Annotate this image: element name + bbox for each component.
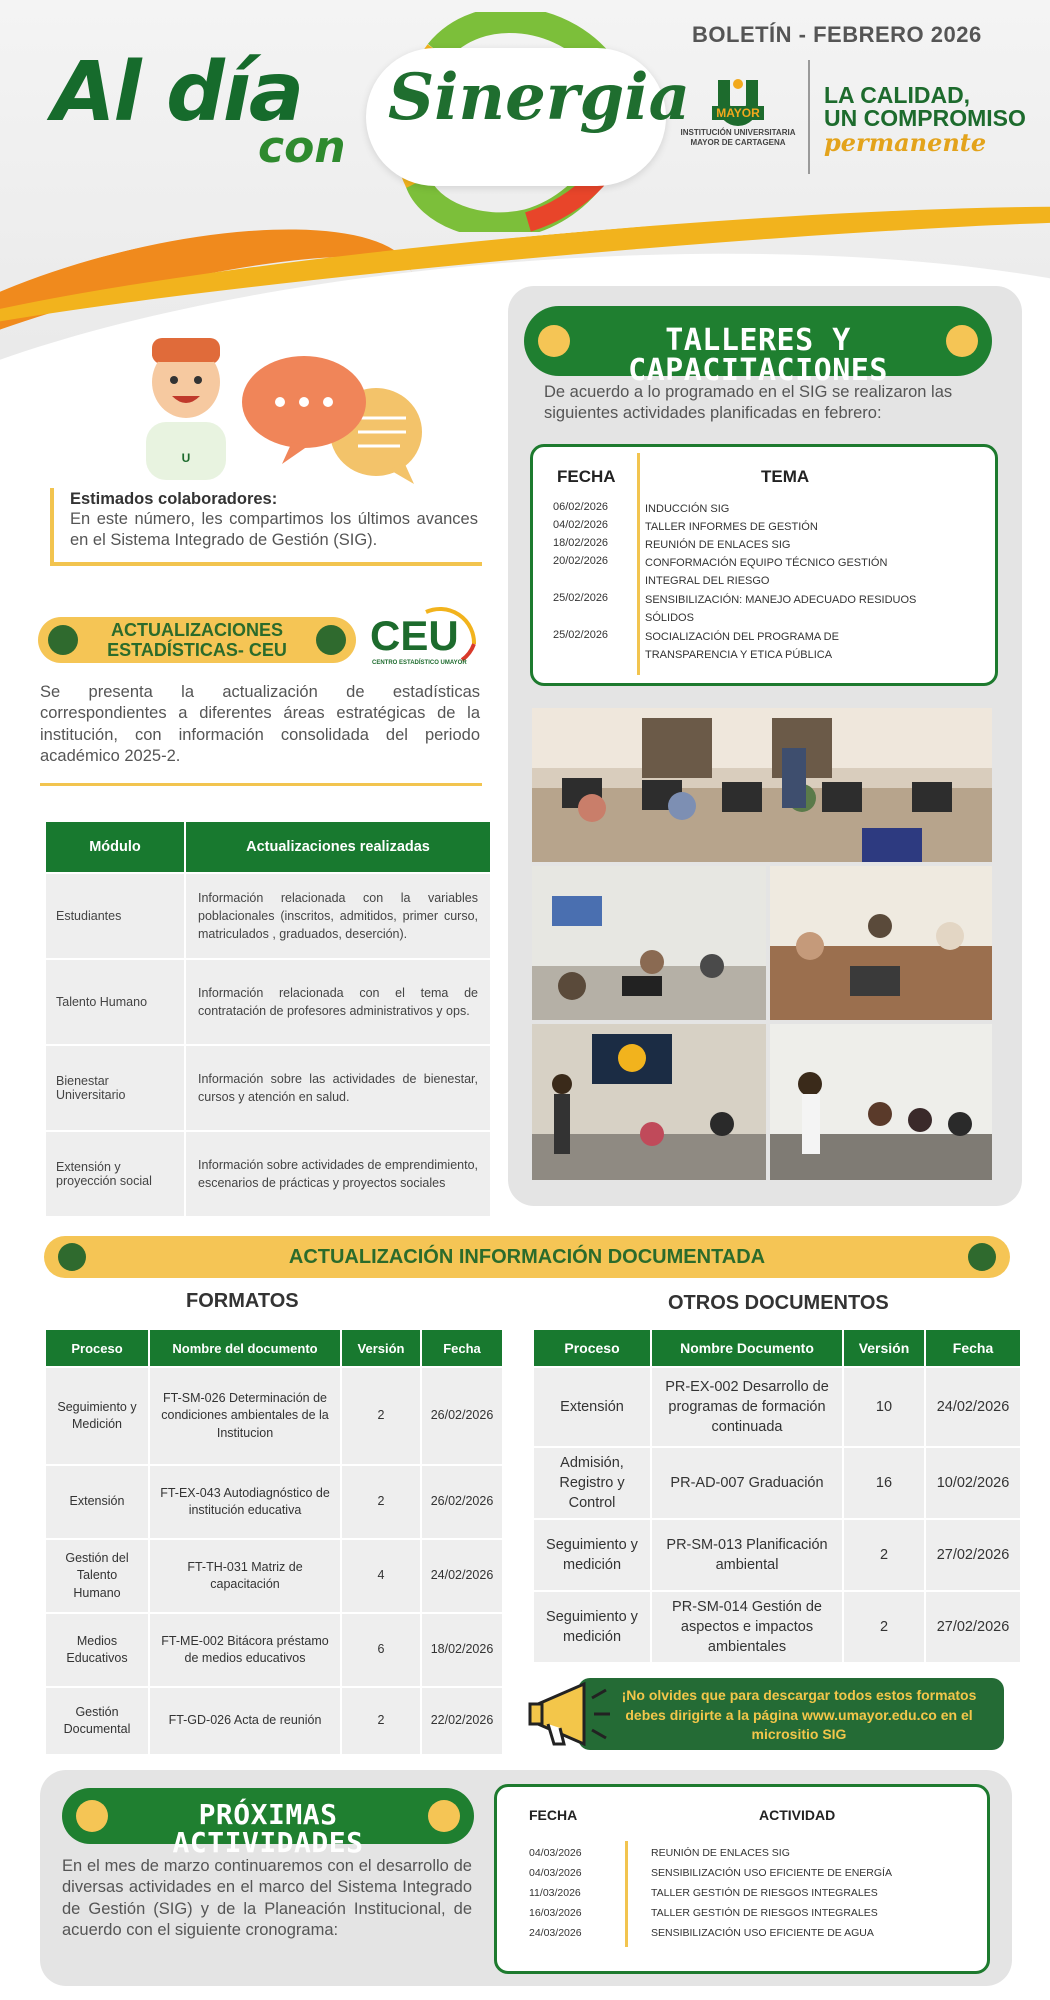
taller-tema: INDUCCIÓN SIG bbox=[645, 503, 730, 515]
pill-dot-right bbox=[946, 325, 978, 357]
table-row bbox=[533, 1447, 1021, 1519]
ceu-description: Se presenta la actualización de estadísticas correspondientes a diferentes áreas estratégicas de la institución, con información consolidada del periodo académico 2025-2. bbox=[40, 683, 480, 766]
table-row bbox=[45, 1465, 503, 1539]
taller-tema: TALLER INFORMES DE GESTIÓN bbox=[645, 521, 818, 533]
proximas-heading: PRÓXIMAS ACTIVIDADES bbox=[172, 1798, 364, 1859]
taller-fecha: 04/02/2026 bbox=[553, 519, 609, 531]
actividad-fecha: 04/03/2026 bbox=[529, 1847, 582, 1859]
photo-meeting bbox=[770, 866, 992, 1020]
otro-fecha: 27/02/2026 bbox=[925, 1591, 1021, 1663]
quality-slogan bbox=[824, 84, 1026, 155]
formato-nombre: FT-ME-002 Bitácora préstamo de medios educativos bbox=[149, 1613, 341, 1687]
institution-brand: MAYOR bbox=[712, 106, 764, 120]
formato-fecha: 18/02/2026 bbox=[421, 1613, 503, 1687]
module-name: Extensión y proyección social bbox=[45, 1131, 185, 1217]
actividad-nombre: TALLER GESTIÓN DE RIESGOS INTEGRALES bbox=[651, 1907, 878, 1919]
talleres-heading: TALLERES Y CAPACITACIONES bbox=[628, 323, 888, 388]
otros-header-fecha: Fecha bbox=[925, 1329, 1021, 1367]
slogan-line-3: permanente bbox=[824, 127, 987, 157]
table-row bbox=[45, 1045, 491, 1131]
otro-version: 10 bbox=[843, 1367, 925, 1447]
documentada-heading: ACTUALIZACIÓN INFORMACIÓN DOCUMENTADA bbox=[288, 1246, 766, 1268]
talleres-col-fecha: FECHA bbox=[557, 467, 616, 486]
formatos-title: FORMATOS bbox=[186, 1290, 299, 1312]
taller-tema: SENSIBILIZACIÓN: MANEJO ADECUADO RESIDUOS SÓLIDOS bbox=[645, 594, 917, 624]
actividad-fecha: 04/03/2026 bbox=[529, 1867, 582, 1879]
workshop-photos bbox=[532, 708, 992, 1180]
talleres-col-tema: TEMA bbox=[761, 467, 810, 486]
module-update: Información relacionada con la variables poblacionales (inscritos, admitidos, primer curso, matriculados , graduados, deserción). bbox=[185, 873, 491, 959]
title-al-dia: Al día bbox=[52, 45, 303, 140]
actividad-nombre: SENSIBILIZACIÓN USO EFICIENTE DE ENERGÍA bbox=[651, 1867, 892, 1879]
actividad-fecha: 11/03/2026 bbox=[529, 1887, 581, 1899]
schedule-divider bbox=[625, 1841, 628, 1947]
otro-proceso: Extensión bbox=[533, 1367, 651, 1447]
otro-version: 2 bbox=[843, 1591, 925, 1663]
formatos-header-fecha: Fecha bbox=[421, 1329, 503, 1367]
otro-fecha: 10/02/2026 bbox=[925, 1447, 1021, 1519]
formato-version: 6 bbox=[341, 1613, 421, 1687]
formato-proceso: Extensión bbox=[45, 1465, 149, 1539]
ceu-heading bbox=[78, 617, 316, 660]
ceu-logo-text: CEU bbox=[370, 612, 459, 659]
formato-nombre: FT-GD-026 Acta de reunión bbox=[149, 1687, 341, 1755]
otro-fecha: 24/02/2026 bbox=[925, 1367, 1021, 1447]
table-row bbox=[533, 1591, 1021, 1663]
otro-version: 16 bbox=[843, 1447, 925, 1519]
ceu-logo bbox=[366, 606, 480, 668]
pill-dot-left bbox=[58, 1243, 86, 1271]
speech-bubbles-icon bbox=[240, 352, 426, 488]
module-name: Bienestar Universitario bbox=[45, 1045, 185, 1131]
issue-label: BOLETÍN - FEBRERO 2026 bbox=[692, 22, 982, 47]
header-divider bbox=[808, 60, 810, 174]
taller-tema: SOCIALIZACIÓN DEL PROGRAMA DE TRANSPARENCIA Y ETICA PÚBLICA bbox=[645, 631, 839, 661]
actividad-fecha: 16/03/2026 bbox=[529, 1907, 582, 1919]
institution-name: INSTITUCIÓN UNIVERSITARIA MAYOR DE CARTAGENA bbox=[680, 128, 796, 147]
formatos-header-proceso: Proceso bbox=[45, 1329, 149, 1367]
formato-nombre: FT-EX-043 Autodiagnóstico de institución educativa bbox=[149, 1465, 341, 1539]
otro-nombre: PR-SM-014 Gestión de aspectos e impactos ambientales bbox=[651, 1591, 843, 1663]
module-update: Información relacionada con el tema de contratación de profesores administrativos y ops. bbox=[185, 959, 491, 1045]
otros-documentos-table bbox=[532, 1328, 1022, 1664]
otros-header-proceso: Proceso bbox=[533, 1329, 651, 1367]
table-row bbox=[45, 959, 491, 1045]
taller-fecha: 25/02/2026 bbox=[553, 592, 609, 604]
modules-table bbox=[44, 820, 492, 1218]
modules-header-actualizaciones: Actualizaciones realizadas bbox=[185, 821, 491, 873]
taller-fecha: 20/02/2026 bbox=[553, 555, 609, 567]
formato-fecha: 22/02/2026 bbox=[421, 1687, 503, 1755]
ceu-heading-line-2: ESTADÍSTICAS- CEU bbox=[107, 640, 287, 660]
otros-header-nombre: Nombre Documento bbox=[651, 1329, 843, 1367]
proximas-heading-pill bbox=[62, 1788, 474, 1859]
module-update: Información sobre las actividades de bienestar, cursos y atención en salud. bbox=[185, 1045, 491, 1131]
ceu-heading-pill bbox=[38, 617, 356, 663]
actividad-nombre: TALLER GESTIÓN DE RIESGOS INTEGRALES bbox=[651, 1887, 878, 1899]
formato-version: 2 bbox=[341, 1465, 421, 1539]
otro-fecha: 27/02/2026 bbox=[925, 1519, 1021, 1591]
formato-nombre: FT-SM-026 Determinación de condiciones ambientales de la Institucion bbox=[149, 1367, 341, 1465]
ceu-heading-line-1: ACTUALIZACIONES bbox=[111, 620, 283, 640]
otro-version: 2 bbox=[843, 1519, 925, 1591]
talleres-heading-pill bbox=[524, 306, 992, 388]
table-row bbox=[533, 1519, 1021, 1591]
download-notice bbox=[528, 1674, 1004, 1754]
svg-text:U: U bbox=[181, 451, 191, 465]
intro-box bbox=[50, 488, 482, 566]
formatos-header-version: Versión bbox=[341, 1329, 421, 1367]
module-update: Información sobre actividades de emprendimiento, escenarios de prácticas y proyectos sociales bbox=[185, 1131, 491, 1217]
pill-dot-left bbox=[48, 625, 78, 655]
otros-header-version: Versión bbox=[843, 1329, 925, 1367]
otros-title: OTROS DOCUMENTOS bbox=[668, 1292, 889, 1314]
formato-proceso: Seguimiento y Medición bbox=[45, 1367, 149, 1465]
title-con: con bbox=[258, 122, 346, 173]
otro-nombre: PR-SM-013 Planificación ambiental bbox=[651, 1519, 843, 1591]
formato-version: 2 bbox=[341, 1687, 421, 1755]
modules-header-modulo: Módulo bbox=[45, 821, 185, 873]
otro-nombre: PR-AD-007 Graduación bbox=[651, 1447, 843, 1519]
table-row bbox=[45, 873, 491, 959]
formatos-header-nombre: Nombre del documento bbox=[149, 1329, 341, 1367]
photo-classroom bbox=[532, 866, 766, 1020]
proximas-col-actividad: ACTIVIDAD bbox=[759, 1807, 836, 1823]
photo-group-session bbox=[770, 1024, 992, 1180]
proximas-description: En el mes de marzo continuaremos con el desarrollo de diversas actividades en el marco del Sistema Integrado de Gestión (SIG) y de la Planeación Institucional, de acuerdo con el siguiente cronograma: bbox=[62, 1857, 472, 1940]
table-row bbox=[45, 1367, 503, 1465]
slogan-line-2: UN COMPROMISO bbox=[824, 105, 1026, 132]
pill-dot-right bbox=[316, 625, 346, 655]
taller-fecha: 06/02/2026 bbox=[553, 501, 609, 513]
actividad-nombre: SENSIBILIZACIÓN USO EFICIENTE DE AGUA bbox=[651, 1927, 874, 1939]
photo-computer-lab bbox=[532, 708, 992, 862]
formato-version: 4 bbox=[341, 1539, 421, 1613]
otro-nombre: PR-EX-002 Desarrollo de programas de formación continuada bbox=[651, 1367, 843, 1447]
formato-version: 2 bbox=[341, 1367, 421, 1465]
taller-fecha: 18/02/2026 bbox=[553, 537, 609, 549]
formato-proceso: Medios Educativos bbox=[45, 1613, 149, 1687]
table-row bbox=[45, 1539, 503, 1613]
formato-proceso: Gestión Documental bbox=[45, 1687, 149, 1755]
talleres-schedule bbox=[530, 444, 998, 686]
proximas-col-fecha: FECHA bbox=[529, 1807, 578, 1823]
proximas-schedule bbox=[494, 1784, 990, 1974]
actividad-fecha: 24/03/2026 bbox=[529, 1927, 582, 1939]
intro-text: En este número, les compartimos los últimos avances en el Sistema Integrado de Gestión (SIG). bbox=[70, 510, 478, 550]
formato-fecha: 26/02/2026 bbox=[421, 1465, 503, 1539]
intro-greeting: Estimados colaboradores: bbox=[70, 490, 278, 508]
pill-dot-left bbox=[76, 1800, 108, 1832]
notice-text: ¡No olvides que para descargar todos estos formatos debes dirigirte a la página www.umayor.edu.co en el micrositio SIG bbox=[621, 1687, 977, 1743]
ceu-logo-caption: CENTRO ESTADÍSTICO UMAYOR bbox=[372, 660, 467, 666]
schedule-divider bbox=[637, 453, 640, 675]
institution-logo bbox=[676, 76, 800, 147]
formato-proceso: Gestión del Talento Humano bbox=[45, 1539, 149, 1613]
otro-proceso: Seguimiento y medición bbox=[533, 1519, 651, 1591]
documentada-heading-pill bbox=[44, 1236, 1010, 1278]
table-row bbox=[45, 1131, 491, 1217]
table-row bbox=[533, 1367, 1021, 1447]
character-illustration bbox=[138, 330, 234, 480]
formato-fecha: 26/02/2026 bbox=[421, 1367, 503, 1465]
taller-fecha: 25/02/2026 bbox=[553, 629, 609, 641]
brand-sinergia: Sinergia bbox=[388, 60, 691, 135]
table-row bbox=[45, 1613, 503, 1687]
talleres-description: De acuerdo a lo programado en el SIG se realizaron las siguientes actividades planificadas en febrero: bbox=[544, 383, 953, 423]
slogan-line-1: LA CALIDAD, bbox=[824, 82, 971, 108]
pill-dot-left bbox=[538, 325, 570, 357]
table-row bbox=[45, 1687, 503, 1755]
formato-nombre: FT-TH-031 Matriz de capacitación bbox=[149, 1539, 341, 1613]
module-name: Estudiantes bbox=[45, 873, 185, 959]
formatos-table bbox=[44, 1328, 504, 1756]
otro-proceso: Seguimiento y medición bbox=[533, 1591, 651, 1663]
taller-tema: CONFORMACIÓN EQUIPO TÉCNICO GESTIÓN INTEGRAL DEL RIESGO bbox=[645, 557, 888, 587]
otro-proceso: Admisión, Registro y Control bbox=[533, 1447, 651, 1519]
actividad-nombre: REUNIÓN DE ENLACES SIG bbox=[651, 1847, 790, 1859]
taller-tema: REUNIÓN DE ENLACES SIG bbox=[645, 539, 791, 551]
formato-fecha: 24/02/2026 bbox=[421, 1539, 503, 1613]
pill-dot-right bbox=[428, 1800, 460, 1832]
module-name: Talento Humano bbox=[45, 959, 185, 1045]
pill-dot-right bbox=[968, 1243, 996, 1271]
photo-presentation bbox=[532, 1024, 766, 1180]
gold-divider bbox=[40, 783, 482, 786]
